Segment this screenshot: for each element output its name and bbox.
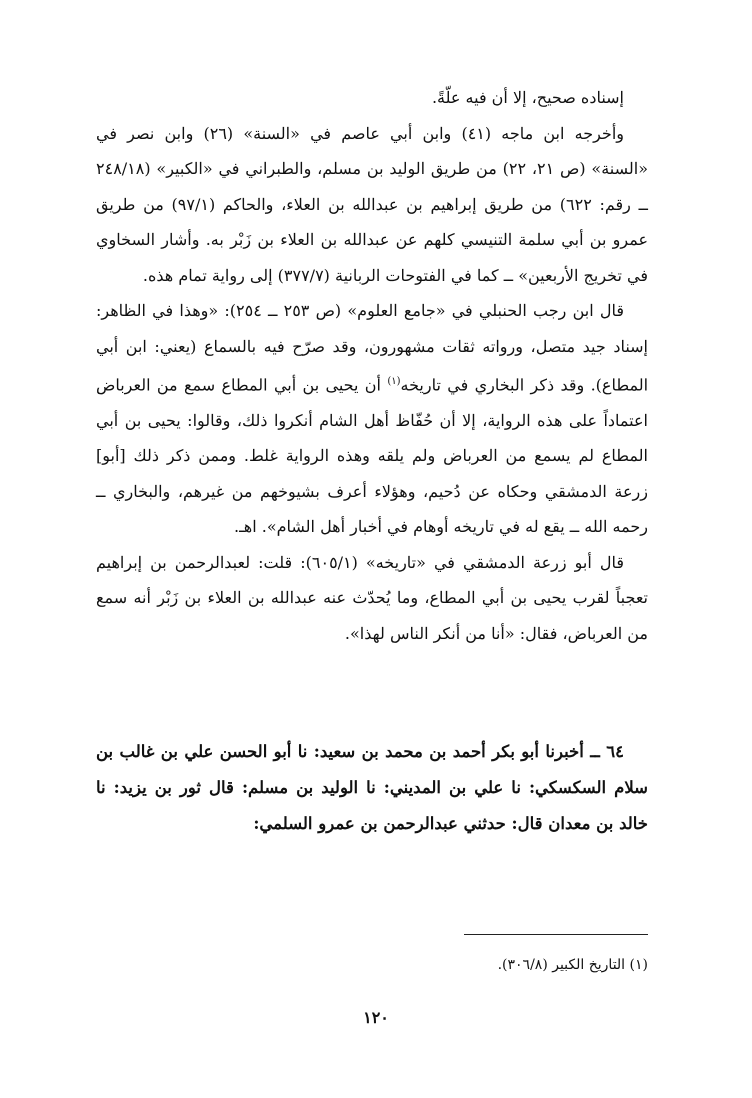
paragraph-ibn-rajab-continued: أن يحيى بن أبي المطاع سمع من العرباض اعتماداً على هذه الرواية، إلا أن حُفّاظ أهل الشام أنكروا ذلك، وقالوا: يحيى بن أبي المطاع لم يسمع من العرباض ولم يلقه وهذه الرواية غلط. وممن ذكر ذلك [أبو] زرعة الدمشقي وحكاه عن دُحيم، وهؤلاء أعرف بشيوخهم من غيرهم، والبخاري ــ رحمه الله ــ يقع له في تاريخه أوهام في أخبار أهل الشام». اهـ. bbox=[96, 375, 648, 537]
hadith-text: ٦٤ ــ أخبرنا أبو بكر أحمد بن محمد بن سعيد: نا أبو الحسن علي بن غالب بن سلام السكسكي: نا علي بن المديني: نا الوليد بن مسلم: قال ثور بن يزيد: نا خالد بن معدان قال: حدثني عبدالرحمن بن عمرو السلمي: bbox=[96, 742, 648, 833]
paragraph-ibn-rajab bbox=[96, 293, 648, 545]
paragraph-ibn-rajab-text: قال ابن رجب الحنبلي في «جامع العلوم» (ص ٢٥٣ ــ ٢٥٤): «وهذا في الظاهر: إسناد جيد متصل، ورواته ثقات مشهورون، وقد صرّح فيه بالسماع (يعني: ابن أبي المطاع). وقد ذكر البخاري في تاريخه bbox=[96, 301, 649, 395]
footnote-divider bbox=[464, 934, 648, 935]
hadith-block bbox=[96, 734, 648, 842]
main-text bbox=[96, 80, 648, 651]
paragraph-isnad: إسناده صحيح، إلا أن فيه علّةً. bbox=[431, 88, 624, 107]
page-number: ١٢٠ bbox=[363, 1008, 389, 1027]
paragraph-takhrij: وأخرجه ابن ماجه (٤١) وابن أبي عاصم في «السنة» (٢٦) وابن نصر في «السنة» (ص ٢١، ٢٢) من طريق الوليد بن مسلم، والطبراني في «الكبير» (٢٤٨/١٨ ــ رقم: ٦٢٢) من طريق إبراهيم بن عبدالله بن العلاء، والحاكم (٩٧/١) من طريق عمرو بن أبي سلمة التنيسي كلهم عن عبدالله بن العلاء بن زَبْر به. وأشار السخاوي في تخريج الأربعين» ــ كما في الفتوحات الربانية (٣٧٧/٧) إلى رواية تمام هذه. bbox=[96, 123, 648, 285]
paragraph-abu-zura: قال أبو زرعة الدمشقي في «تاريخه» (٦٠٥/١): قلت: لعبدالرحمن بن إبراهيم تعجباً لقرب يحيى بن أبي المطاع، وما يُحدّث عنه عبدالله بن العلاء بن زَبْر أنه سمع من العرباض، فقال: «أنا من أنكر الناس لهذا». bbox=[96, 552, 648, 643]
footnote: (١) التاريخ الكبير (٣٠٦/٨). bbox=[497, 957, 648, 973]
footnote-reference: (١) bbox=[387, 376, 401, 387]
